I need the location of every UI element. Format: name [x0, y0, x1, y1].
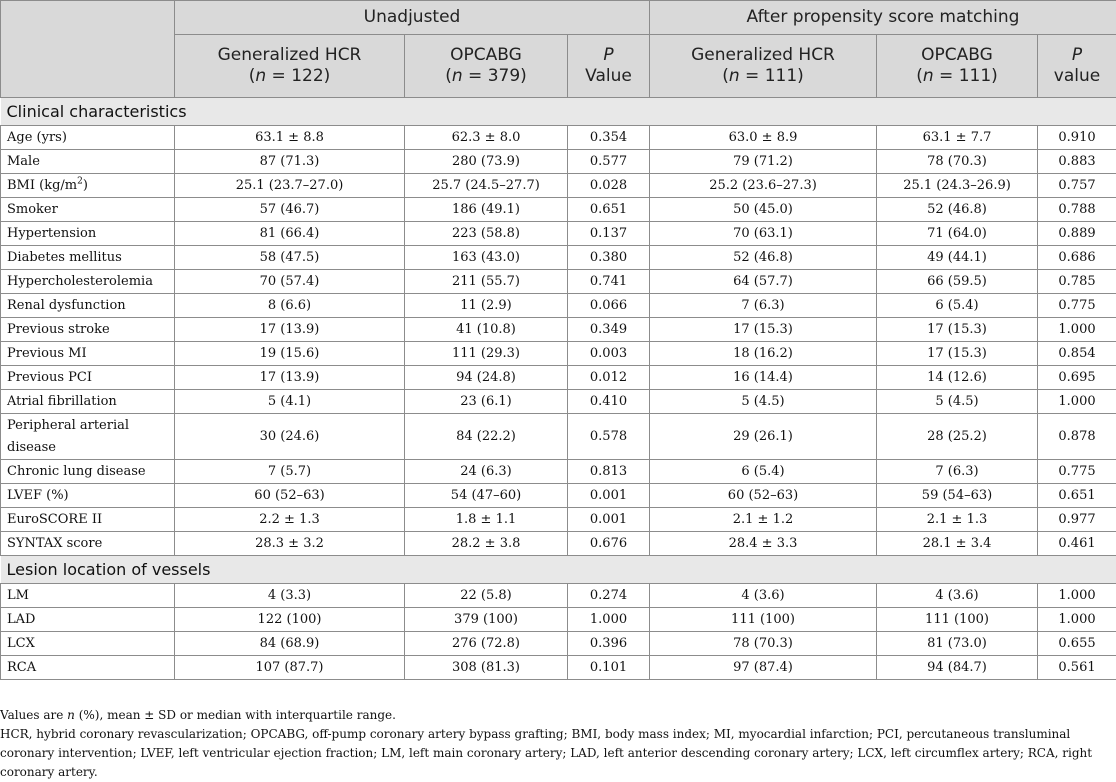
table-cell: 63.1 ± 8.8 — [175, 126, 405, 150]
table-cell: 54 (47–60) — [405, 484, 568, 508]
table-cell: 28.1 ± 3.4 — [877, 532, 1038, 556]
table-cell: 0.775 — [1038, 460, 1116, 484]
table-header — [1, 1, 1116, 98]
table-cell: 1.000 — [1038, 584, 1116, 608]
table-cell: 163 (43.0) — [405, 246, 568, 270]
table-cell: 0.578 — [568, 414, 650, 460]
table-cell: 0.775 — [1038, 294, 1116, 318]
table-cell: 16 (14.4) — [650, 366, 877, 390]
table-cell: 0.854 — [1038, 342, 1116, 366]
table-cell: 0.461 — [1038, 532, 1116, 556]
table-cell: 41 (10.8) — [405, 318, 568, 342]
col-header-p-unadjusted: P Value — [568, 35, 650, 98]
section-title: Lesion location of vessels — [1, 556, 1116, 584]
table-cell: 24 (6.3) — [405, 460, 568, 484]
table-cell: 64 (57.7) — [650, 270, 877, 294]
table-cell: 223 (58.8) — [405, 222, 568, 246]
section-header-row — [1, 98, 1116, 126]
table-footnotes — [0, 706, 1116, 782]
section-header-row — [1, 556, 1116, 584]
group-header-matched: After propensity score matching — [650, 1, 1116, 35]
table-cell: 2.1 ± 1.3 — [877, 508, 1038, 532]
row-label: Previous stroke — [1, 318, 175, 342]
table-cell: 18 (16.2) — [650, 342, 877, 366]
table-row — [1, 294, 1116, 318]
table-row — [1, 174, 1116, 198]
table-cell: 0.878 — [1038, 414, 1116, 460]
table-cell: 1.000 — [568, 608, 650, 632]
table-row — [1, 150, 1116, 174]
table-cell: 0.001 — [568, 508, 650, 532]
table-row — [1, 414, 1116, 460]
row-label: Hypercholesterolemia — [1, 270, 175, 294]
col-header-hcr-matched: Generalized HCR (n = 111) — [650, 35, 877, 98]
table-cell: 2.2 ± 1.3 — [175, 508, 405, 532]
table-cell: 23 (6.1) — [405, 390, 568, 414]
table-cell: 5 (4.1) — [175, 390, 405, 414]
table-cell: 6 (5.4) — [877, 294, 1038, 318]
table-cell: 57 (46.7) — [175, 198, 405, 222]
table-cell: 186 (49.1) — [405, 198, 568, 222]
table-cell: 122 (100) — [175, 608, 405, 632]
table-cell: 111 (29.3) — [405, 342, 568, 366]
row-label: LVEF (%) — [1, 484, 175, 508]
table-cell: 17 (13.9) — [175, 318, 405, 342]
section-title: Clinical characteristics — [1, 98, 1116, 126]
table-cell: 87 (71.3) — [175, 150, 405, 174]
col-header-opcabg-unadjusted: OPCABG (n = 379) — [405, 35, 568, 98]
table-row — [1, 270, 1116, 294]
table-cell: 0.651 — [568, 198, 650, 222]
table-cell: 2.1 ± 1.2 — [650, 508, 877, 532]
table-cell: 4 (3.3) — [175, 584, 405, 608]
footnote-abbreviations: HCR, hybrid coronary revascularization; OPCABG, off-pump coronary artery bypass grafting; BMI, body mass index; MI, myocardial infarction; PCI, percutaneous transluminal coronary intervention; LVEF, left ventricular ejection fraction; LM, left main coronary artery; LAD, left anterior descending coronary artery; LCX, left circumflex artery; RCA, right coronary artery. — [0, 725, 1116, 782]
table-cell: 30 (24.6) — [175, 414, 405, 460]
table-cell: 6 (5.4) — [650, 460, 877, 484]
table-cell: 308 (81.3) — [405, 656, 568, 680]
table-cell: 63.1 ± 7.7 — [877, 126, 1038, 150]
col-header-opcabg-matched: OPCABG (n = 111) — [877, 35, 1038, 98]
table-cell: 94 (84.7) — [877, 656, 1038, 680]
table-cell: 70 (57.4) — [175, 270, 405, 294]
table-cell: 0.889 — [1038, 222, 1116, 246]
col-name: Generalized HCR — [691, 45, 835, 65]
table-cell: 0.561 — [1038, 656, 1116, 680]
table-cell: 0.977 — [1038, 508, 1116, 532]
table-cell: 111 (100) — [650, 608, 877, 632]
table-row — [1, 342, 1116, 366]
table-cell: 63.0 ± 8.9 — [650, 126, 877, 150]
table-cell: 0.655 — [1038, 632, 1116, 656]
table-cell: 29 (26.1) — [650, 414, 877, 460]
table-cell: 0.349 — [568, 318, 650, 342]
row-label: Chronic lung disease — [1, 460, 175, 484]
table-cell: 0.354 — [568, 126, 650, 150]
table-cell: 78 (70.3) — [650, 632, 877, 656]
table-cell: 28.3 ± 3.2 — [175, 532, 405, 556]
table-cell: 19 (15.6) — [175, 342, 405, 366]
table-cell: 5 (4.5) — [877, 390, 1038, 414]
table-row — [1, 584, 1116, 608]
table-row — [1, 222, 1116, 246]
table-cell: 0.883 — [1038, 150, 1116, 174]
table-cell: 1.000 — [1038, 608, 1116, 632]
table-cell: 0.813 — [568, 460, 650, 484]
row-label: LAD — [1, 608, 175, 632]
row-label: SYNTAX score — [1, 532, 175, 556]
table-cell: 0.910 — [1038, 126, 1116, 150]
table-row — [1, 198, 1116, 222]
table-row — [1, 390, 1116, 414]
row-label: Age (yrs) — [1, 126, 175, 150]
table-cell: 25.1 (23.7–27.0) — [175, 174, 405, 198]
table-row — [1, 656, 1116, 680]
table-cell: 28.4 ± 3.3 — [650, 532, 877, 556]
col-header-hcr-unadjusted: Generalized HCR (n = 122) — [175, 35, 405, 98]
col-name: OPCABG — [450, 45, 522, 65]
table-cell: 0.410 — [568, 390, 650, 414]
table-cell: 97 (87.4) — [650, 656, 877, 680]
table-cell: 1.000 — [1038, 318, 1116, 342]
table-cell: 5 (4.5) — [650, 390, 877, 414]
table-cell: 71 (64.0) — [877, 222, 1038, 246]
table-cell: 60 (52–63) — [175, 484, 405, 508]
table-cell: 4 (3.6) — [650, 584, 877, 608]
table-cell: 0.651 — [1038, 484, 1116, 508]
table-cell: 62.3 ± 8.0 — [405, 126, 568, 150]
table-cell: 0.380 — [568, 246, 650, 270]
table-row — [1, 246, 1116, 270]
table-row — [1, 508, 1116, 532]
table-cell: 17 (15.3) — [877, 342, 1038, 366]
table-cell: 0.003 — [568, 342, 650, 366]
table-cell: 52 (46.8) — [877, 198, 1038, 222]
table-cell: 22 (5.8) — [405, 584, 568, 608]
table-cell: 107 (87.7) — [175, 656, 405, 680]
header-corner-cell — [1, 1, 175, 98]
table-cell: 50 (45.0) — [650, 198, 877, 222]
table-cell: 0.028 — [568, 174, 650, 198]
table-row — [1, 460, 1116, 484]
col-header-p-matched: P value — [1038, 35, 1116, 98]
row-label: EuroSCORE II — [1, 508, 175, 532]
table-cell: 280 (73.9) — [405, 150, 568, 174]
table-cell: 1.8 ± 1.1 — [405, 508, 568, 532]
table-cell: 94 (24.8) — [405, 366, 568, 390]
col-name: OPCABG — [921, 45, 993, 65]
table-row — [1, 366, 1116, 390]
row-label: Previous MI — [1, 342, 175, 366]
table-cell: 70 (63.1) — [650, 222, 877, 246]
table-row — [1, 126, 1116, 150]
row-label: LM — [1, 584, 175, 608]
table-body — [1, 98, 1116, 680]
table-cell: 0.785 — [1038, 270, 1116, 294]
table-cell: 58 (47.5) — [175, 246, 405, 270]
table-row — [1, 484, 1116, 508]
table-cell: 0.396 — [568, 632, 650, 656]
table-cell: 0.066 — [568, 294, 650, 318]
row-label: Renal dysfunction — [1, 294, 175, 318]
table-cell: 28.2 ± 3.8 — [405, 532, 568, 556]
table-cell: 0.686 — [1038, 246, 1116, 270]
table-cell: 111 (100) — [877, 608, 1038, 632]
row-label: Male — [1, 150, 175, 174]
table-cell: 17 (13.9) — [175, 366, 405, 390]
table-cell: 379 (100) — [405, 608, 568, 632]
table-cell: 84 (22.2) — [405, 414, 568, 460]
table-cell: 0.577 — [568, 150, 650, 174]
table-cell: 0.001 — [568, 484, 650, 508]
table-row — [1, 632, 1116, 656]
table-cell: 17 (15.3) — [650, 318, 877, 342]
table-cell: 78 (70.3) — [877, 150, 1038, 174]
col-name: Generalized HCR — [218, 45, 362, 65]
row-label: Peripheral arterial disease — [1, 414, 175, 460]
table-cell: 81 (66.4) — [175, 222, 405, 246]
table-cell: 25.7 (24.5–27.7) — [405, 174, 568, 198]
table-cell: 25.1 (24.3–26.9) — [877, 174, 1038, 198]
row-label: Previous PCI — [1, 366, 175, 390]
row-label: Smoker — [1, 198, 175, 222]
row-label: Hypertension — [1, 222, 175, 246]
group-header-unadjusted: Unadjusted — [175, 1, 650, 35]
table-cell: 0.757 — [1038, 174, 1116, 198]
table-cell: 25.2 (23.6–27.3) — [650, 174, 877, 198]
table-cell: 0.137 — [568, 222, 650, 246]
table-cell: 28 (25.2) — [877, 414, 1038, 460]
table-row — [1, 318, 1116, 342]
table-cell: 60 (52–63) — [650, 484, 877, 508]
row-label: Atrial fibrillation — [1, 390, 175, 414]
table-cell: 0.101 — [568, 656, 650, 680]
table-cell: 0.741 — [568, 270, 650, 294]
table-cell: 49 (44.1) — [877, 246, 1038, 270]
table-cell: 8 (6.6) — [175, 294, 405, 318]
table-cell: 11 (2.9) — [405, 294, 568, 318]
table-cell: 0.695 — [1038, 366, 1116, 390]
table-cell: 211 (55.7) — [405, 270, 568, 294]
table-cell: 84 (68.9) — [175, 632, 405, 656]
table-cell: 0.788 — [1038, 198, 1116, 222]
row-label: LCX — [1, 632, 175, 656]
table-cell: 7 (6.3) — [877, 460, 1038, 484]
table-cell: 14 (12.6) — [877, 366, 1038, 390]
table-cell: 66 (59.5) — [877, 270, 1038, 294]
table-cell: 81 (73.0) — [877, 632, 1038, 656]
table-cell: 59 (54–63) — [877, 484, 1038, 508]
table-cell: 17 (15.3) — [877, 318, 1038, 342]
row-label: Diabetes mellitus — [1, 246, 175, 270]
row-label: BMI $(kg/m^2)$ — [1, 174, 175, 198]
table-cell: 79 (71.2) — [650, 150, 877, 174]
table-cell: 7 (5.7) — [175, 460, 405, 484]
table-cell: 0.676 — [568, 532, 650, 556]
footnote-values: Values are n (%), mean ± SD or median with interquartile range. — [0, 706, 1116, 725]
table-cell: 0.274 — [568, 584, 650, 608]
row-label: RCA — [1, 656, 175, 680]
table-cell: 0.012 — [568, 366, 650, 390]
table-cell: 4 (3.6) — [877, 584, 1038, 608]
table-row — [1, 608, 1116, 632]
table-cell: 276 (72.8) — [405, 632, 568, 656]
table-cell: 1.000 — [1038, 390, 1116, 414]
table-cell: 7 (6.3) — [650, 294, 877, 318]
table-cell: 52 (46.8) — [650, 246, 877, 270]
table-row — [1, 532, 1116, 556]
